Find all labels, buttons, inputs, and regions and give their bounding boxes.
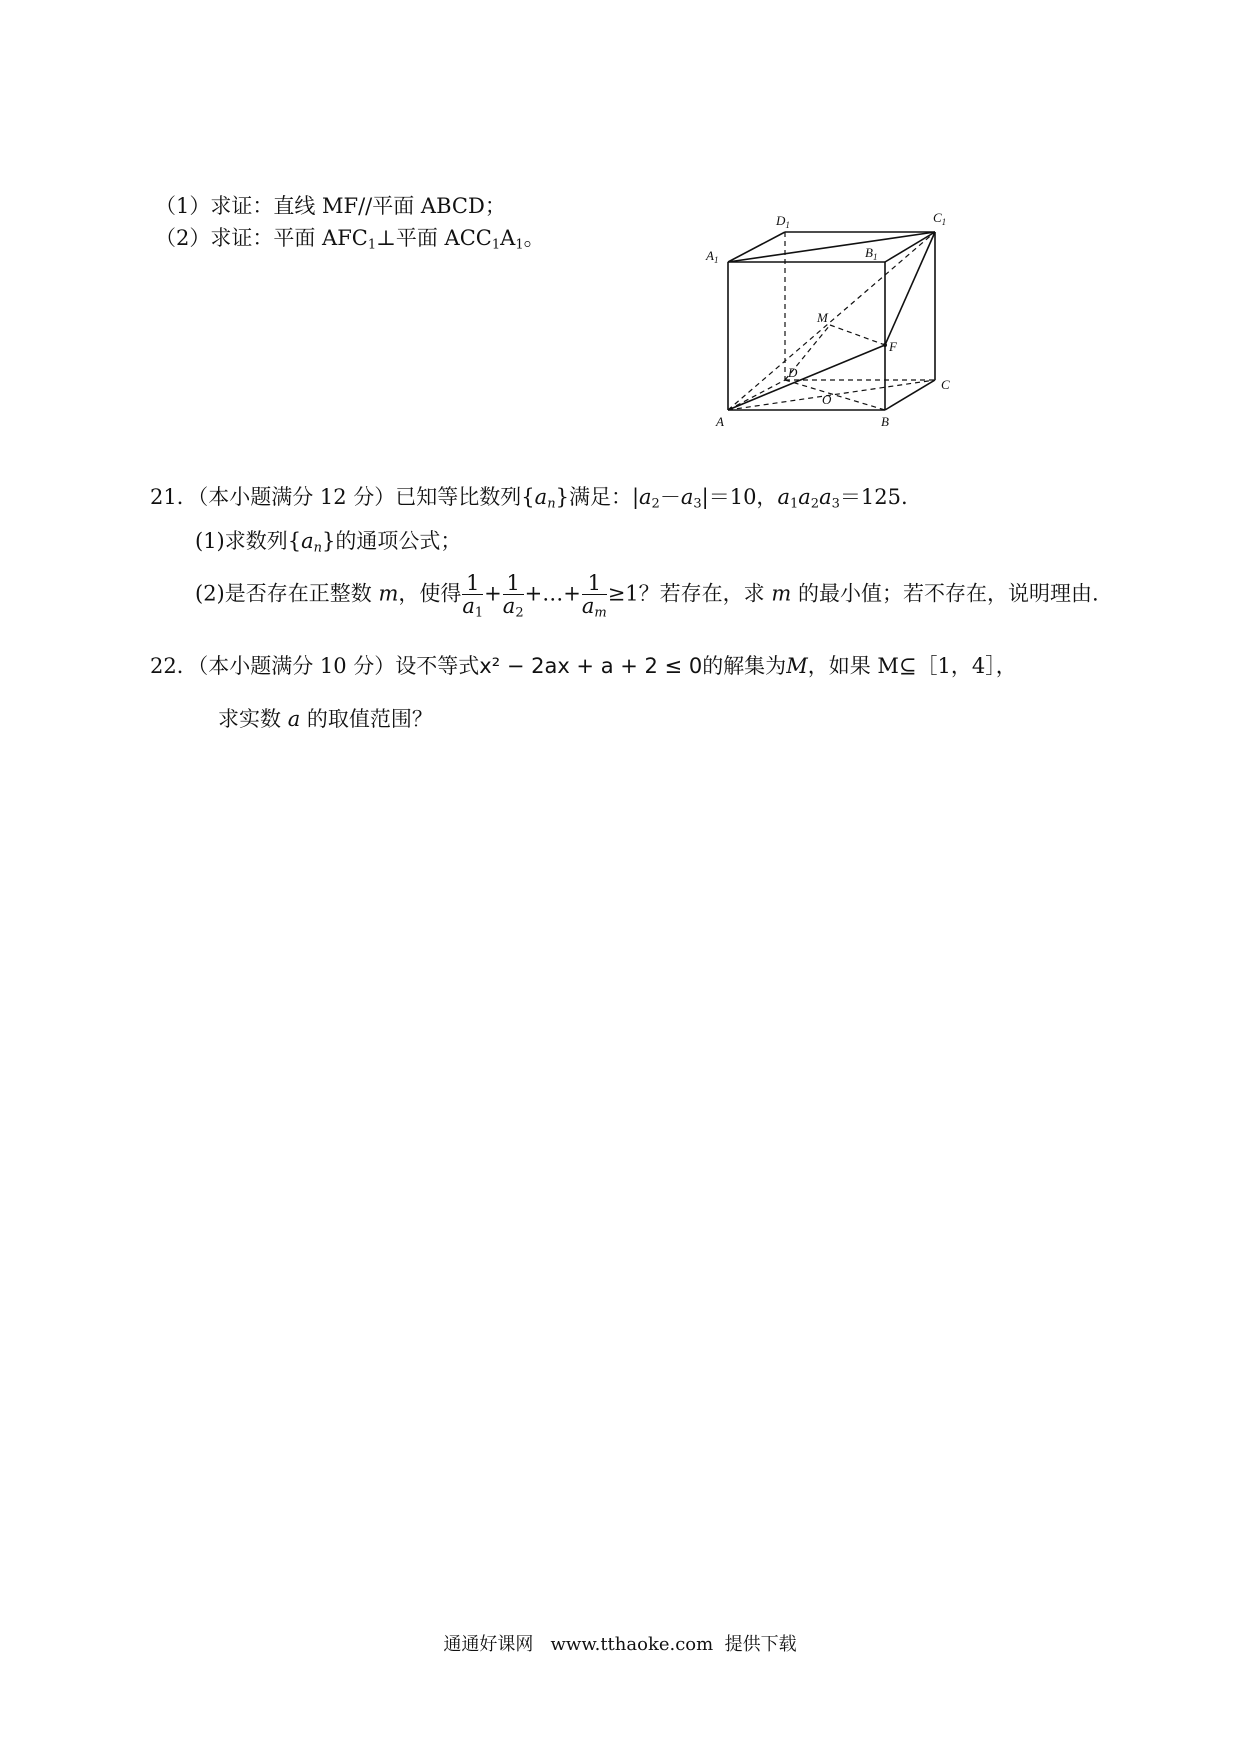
label-C1: $C_1$ xyxy=(933,210,947,227)
point-F xyxy=(883,343,887,347)
proof-question-2: （2）求证：平面 $AFC_1\perp$平面 $ACC_1A_1$。 xyxy=(155,226,545,253)
problem-21-part-2: (2)是否存在正整数 m，使得 $\frac{1}{a_1}$ + $\frac{1}{a_2}$ +…+ $\frac{1}{a_m}$ ≥1？若存在，求 m 的最小值；若不存在，说明理由. xyxy=(195,571,1099,621)
problem-21-part-1: (1)求数列$\{a_n\}$的通项公式； xyxy=(195,529,462,556)
label-O: O xyxy=(822,392,832,407)
line-MF xyxy=(830,325,885,345)
label-C: C xyxy=(941,377,950,392)
label-D1: $D_1$ xyxy=(776,213,790,230)
line-A1C1 xyxy=(728,232,935,262)
fraction-1-over-a1: $\frac{1}{a_1}$ xyxy=(462,571,484,621)
fraction-1-over-a2: $\frac{1}{a_2}$ xyxy=(502,571,524,621)
label-F: F xyxy=(889,339,897,354)
edge-BC xyxy=(885,380,935,410)
label-A: A xyxy=(716,414,724,429)
problem-22-stem: 22．（本小题满分 10 分）设不等式x² − 2ax + a + 2 ≤ 0的解集为M，如果 M⊆［1，4］， xyxy=(150,654,1017,678)
diag-AC xyxy=(728,380,935,410)
label-B: B xyxy=(881,414,889,429)
fraction-1-over-am: $\frac{1}{a_m}$ xyxy=(581,571,607,621)
line-C1F xyxy=(885,232,935,345)
page-footer: 通通好课网 www.tthaoke.com 提供下载 xyxy=(443,1634,797,1655)
problem-21-stem: 21．（本小题满分 12 分）已知等比数列$\{a_n\}$满足：$|a_2-a_3|=10$，$a_1a_2a_3=125$. xyxy=(150,485,908,512)
cube-figure xyxy=(700,205,960,435)
proof-question-1: （1）求证：直线 MF//平面 ABCD； xyxy=(155,194,506,218)
label-M: M xyxy=(817,310,828,325)
inequality: x² − 2ax + a + 2 ≤ 0 xyxy=(479,654,703,678)
label-A1: $A_1$ xyxy=(706,248,719,265)
label-D: D xyxy=(788,365,798,380)
label-B1: $B_1$ xyxy=(865,245,878,262)
problem-22-question: 求实数 a 的取值范围？ xyxy=(218,707,433,731)
diag-AC1 xyxy=(728,232,935,410)
line-AF xyxy=(728,345,885,410)
